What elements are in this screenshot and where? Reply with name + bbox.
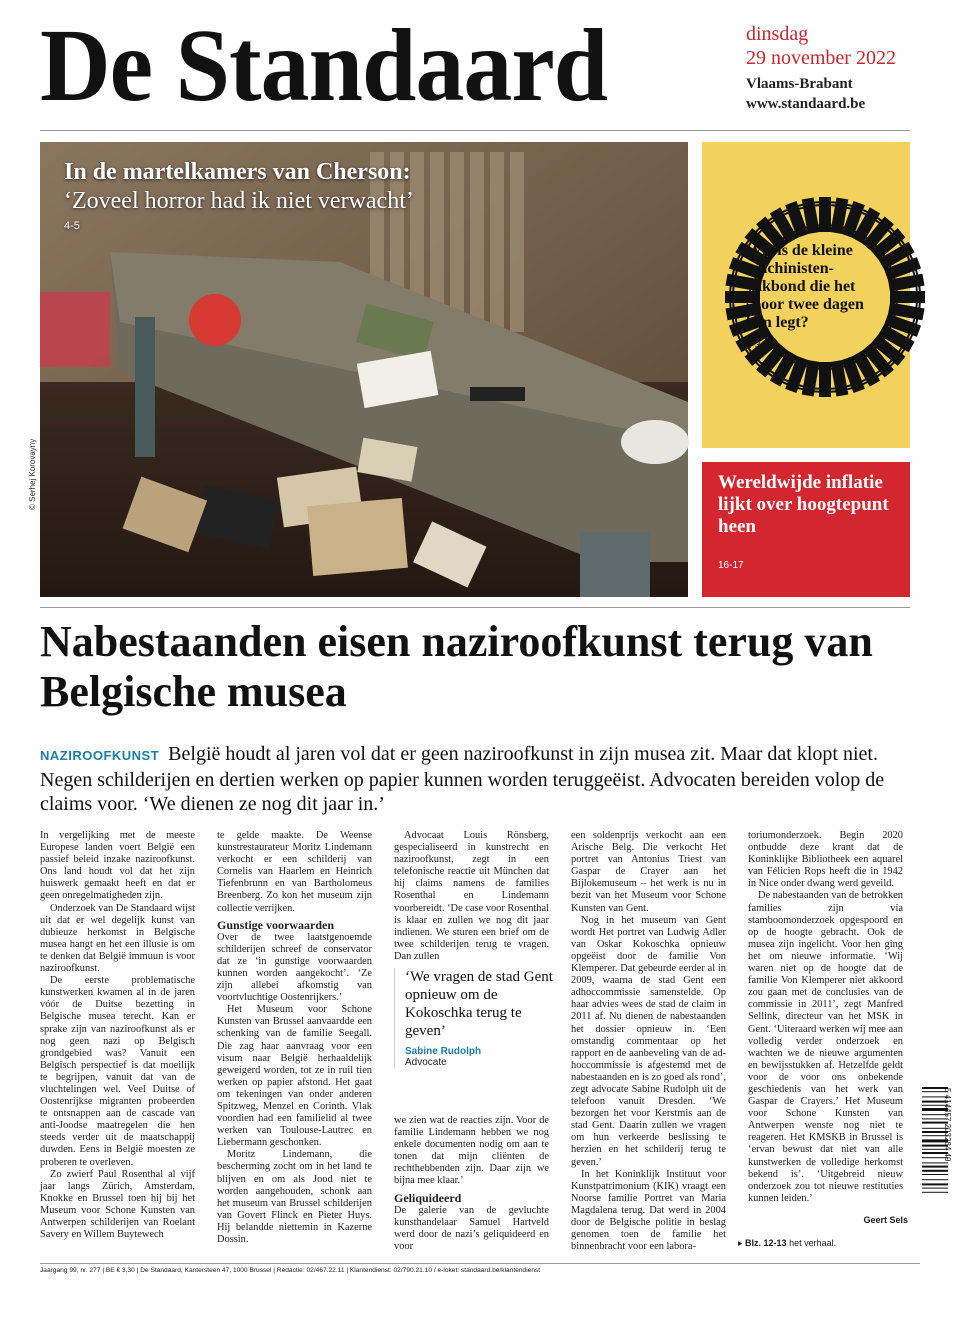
main-headline[interactable]: Nabestaanden eisen naziroofkunst terug van Belgische musea [40,617,873,716]
paragraph: Nog in het museum van Gent wordt Het portret van Ludwig Adler van Oskar Kokoschka opnieuw opgeëist door de familie Von Klemperer. Dat gebeurde eerder al in 2009, waarna de stad Gent een adhoccommissie samenstelde. Op haar advies wees de stad de claim in 2011 af. Nu dienen de nabestaanden het dossier opnieuw in. ‘Een omstandig commentaar op het rapport en de aanbeveling van de ad-hoccommissie is afgestemd met de nabestaanden en is zo goed als rond’, zegt advocate Sabine Rudolph uit de telefoon vanuit Dresden. ‘We bezorgen het voor Kerstmis aan de stad Gent. Daarin zullen we vragen om hun verkeerde beslissing te herzien en het schilderij terug te geven.’ [571,914,726,1168]
photo-story-title[interactable] [64,158,414,232]
footer-info: Jaargang 99, nr. 277 | BE € 3,30 | De Standaard, Kantersteen 47, 1000 Brussel | Redactie: 02/467.22.11 | Klantendienst: 02/790.21.10 / e-loket: standaard.be/klantendienst [40,1263,920,1274]
article-column-4 [571,830,726,1253]
railway-sleeper [819,197,831,232]
paragraph: een soldenprijs verkocht aan een Arische Belg. Die verkocht Het portret van Antonius Triest van Gaspar de Crayer aan het Bijlokemuseum – het werk is nu in bezit van het Museum voor Schone Kunsten van Gent. [571,830,726,914]
paragraph: Onderzoek van De Standaard wijst uit dat er wel degelijk kunst van dubieuze herkomst in Belgische musea hangt en het een illusie is om te denken dat België immuun is voor naziroofkunst. [40,902,195,975]
railway-sleeper [890,291,925,303]
paragraph: Zo zwierf Paul Rosenthal al vijf jaar langs Zürich, Amsterdam, Knokke en Brussel toen hij bij het Museum voor Schone Kunsten van Antwerpen schilderijen van Roelant Savery en Willem Buytewech [40,1168,195,1241]
photo-title-line2: ‘Zoveel horror had ik niet verwacht’ [64,188,414,214]
teaser-yellow-pages: 2-3 [746,340,761,351]
date-day: dinsdag [746,23,809,45]
teaser-inflation[interactable] [702,462,910,597]
barcode-bar [922,1179,948,1180]
cherson-photo[interactable] [40,142,688,597]
subheading-gunstige: Gunstige voorwaarden [217,917,334,932]
paragraph: te gelde maakte. De Weense kunstrestaurateur Moritz Lindemann verkocht er een schilderij van Cornelis van Haarlem en Heinrich Tiefenbrunn en van Bartholomeus Breenberg. Zo kon het museum zijn collectie verrijken. [217,830,372,914]
barcode-bar [922,1183,948,1185]
masthead-title: De Standaard [40,8,608,123]
main-lead [40,742,920,816]
barcode-bar [922,1170,948,1172]
barcode-bar [922,1174,948,1175]
teaser-red-text: Wereldwijde inflatie lijkt over hoogtepunt heen [718,472,889,537]
lead-text: België houdt al jaren vol dat er geen naziroofkunst in zijn musea zit. Maar dat klopt niet. Negen schilderijen en dertien werken op papier kunnen worden teruggeëist. Advocaten bereiden volop de claims voor. ‘We dienen ze nog dit jaar in.’ [40,743,885,815]
barcode-bar [922,1162,948,1163]
pullquote-role: Advocate [405,1057,447,1068]
author-byline: Geert Sels [863,1215,908,1225]
paragraph: Over de twee laatstgenoemde schilderijen schreef de conservator dat ze ‘in gunstige voorwaarden kunnen worden aangekocht’. ‘Ze zijn allebei afkomstig van voortvluchtige Oostenrijkers.’ [217,931,372,1004]
paragraph: Advocaat Louis Rönsberg, gespecialiseerd in kunstrecht en naziroofkunst, zegt in een telefonische reactie uit München dat hij claims namens de families Rosenthal en Lindemann voorbereidt. ‘De case voor Rosenthal is klaar en zullen we nog dit jaar indienen. We sturen een brief om de twee schilderijen terug te vragen. Dan zullen [394,830,549,962]
article-column-3 [394,830,549,962]
subheading-geliquideerd: Geliquideerd [394,1190,462,1205]
paragraph: toriumonderzoek. Begin 2020 ontbudde deze krant dat de Koninklijke Bibliotheek een aquarel van Félicien Rops heeft die in 1942 in Nice onder dwang werd geveild. [748,830,903,890]
section-rule [40,607,910,608]
article-column-2 [217,830,372,1245]
readmore-suffix: het verhaal. [789,1238,837,1248]
website-link[interactable]: www.standaard.be [746,96,866,112]
barcode-number: 5 414457 203284 49 [943,1088,952,1162]
arrow-icon: ▸ [738,1238,743,1248]
paragraph: De nabestaanden van de betrokken families zijn via stamboomonderzoek opgespoord en op de hoogte gebracht. Ook de musea zijn ingelicht. Voor hen ging het om nieuwe informatie. ‘Wij waren niet op de hoogte dat de familie Von Klemperer niet akkoord zou gaan met de conclusies van de commissie in 2011’, zegt Manfred Sellink, directeur van het MSK in Gent. ‘Uiteraard werken wij mee aan volledig verder onderzoek en wachten we de nieuwe argumenten en bewijsstukken af. Hetzelfde geldt voor de voor ons onbekende geschiedenis van het werk van Gaspar de Crayers.’ Het Museum voor Schone Kunsten van Antwerpen wenste nog niet te reageren. Het KMSKB in Brussel is ‘ervan bewust dat niet van alle kunstwerken de volledige herkomst bekend is’. ‘Uitgebreid nieuw onderzoek zou tot nieuwe restituties kunnen leiden.’ [748,890,903,1204]
paragraph: In het Koninklijk Instituut voor Kunstpatrimonium (KIK) vraagt een Noorse familie Portret van Maria Magdalena terug. Dat werd in 2004 door de Belgische politie in beslag genomen toen de familie het binnenbracht voor een labora- [571,1168,726,1253]
teaser-yellow-text: Wie is de kleine machinisten-vakbond die het spoor twee dagen lam legt? [746,242,864,331]
pullquote-name: Sabine Rudolph [405,1046,482,1057]
masthead-rule [40,130,910,131]
photo-title-line1: In de martelkamers van Cherson: [64,159,411,185]
paragraph: In vergelijking met de meeste Europese landen voert België een passief beleid inzake naziroofkunst. Ons land houdt vol dat het zijn huiswerk gemaakt heeft en dat er geen onregelmatigheden zijn. [40,830,195,902]
photo-credit: © Serhej Korovayny [28,438,37,510]
edition-region: Vlaams-Brabant [746,76,853,92]
pullquote-text: ‘We vragen de stad Gent opnieuw om de Kokoschka terug te geven’ [405,969,553,1039]
paragraph: we zien wat de reacties zijn. Voor de familie Lindemann hebben we nog enkele documenten nodig om aan te tonen dat mijn cliënten de rechthebbenden zijn. Daar zijn we bijna mee klaar.’ [394,1115,549,1187]
paragraph: De eerste problematische kunstwerken kwamen al in de jaren vóór de Duitse bezetting in Belgische musea terecht. Kan er sprake zijn van naziroofkunst als er nog geen nazi op Belgisch grondgebied was? Vanuit een Belgisch perspectief is dat moeilijk te begrijpen, vanuit dat van de vluchtelingen wel. Veel Duitse of Oostenrijkse migranten probeerden te ontsnappen aan de cascade van anti-Joodse maatregelen die hen steeds verder uit de maatschappij duwden. Eens in België moesten ze proberen te overleven. [40,975,195,1168]
dateline [746,22,966,114]
barcode-bar [922,1188,948,1189]
pullquote [394,968,554,1068]
barcode-bar [922,1166,948,1168]
date-full: 29 november 2022 [746,47,896,69]
teaser-railway-union[interactable] [702,142,910,448]
photo-story-pages: 4-5 [64,220,80,232]
article-column-5 [748,830,903,1225]
paragraph: Moritz Lindemann, die bescherming zocht om in het land te blijven en om als Jood niet te worden aangehouden, schonk aan het museum van Brussel schilderijen van Govert Flinck en Pieter Huys. Hij belandde niettemin in Kazerne Dossin. [217,1149,372,1245]
read-more-link[interactable] [738,1238,908,1249]
barcode [918,1085,960,1255]
barcode-bar [922,1192,948,1193]
paragraph: Het Museum voor Schone Kunsten van Brussel aanvaardde een schenking van de familie Seegall. Die zag haar aanvraag voor een visum naar België herhaaldelijk geweigerd worden, tot ze in ruil tien werken op papier afstond. Het gaat om tekeningen van onder anderen Spitzweg, Menzel en Corinth. Vlak voordien had een familielid al twee werken van Toulouse-Lautrec en Liebermann geschonken. [217,1004,372,1149]
article-column-3b [394,1115,549,1252]
railway-sleeper [819,362,831,397]
readmore-pages: Blz. 12-13 [745,1238,787,1248]
article-column-1 [40,830,195,1241]
paragraph: De galerie van de gevluchte kunsthandelaar Samuel Hartveld werd door de nazi’s geliquideerd en voor [394,1204,549,1252]
story-kicker: NAZIROOFKUNST [40,748,160,763]
teaser-red-pages: 16-17 [718,560,744,571]
